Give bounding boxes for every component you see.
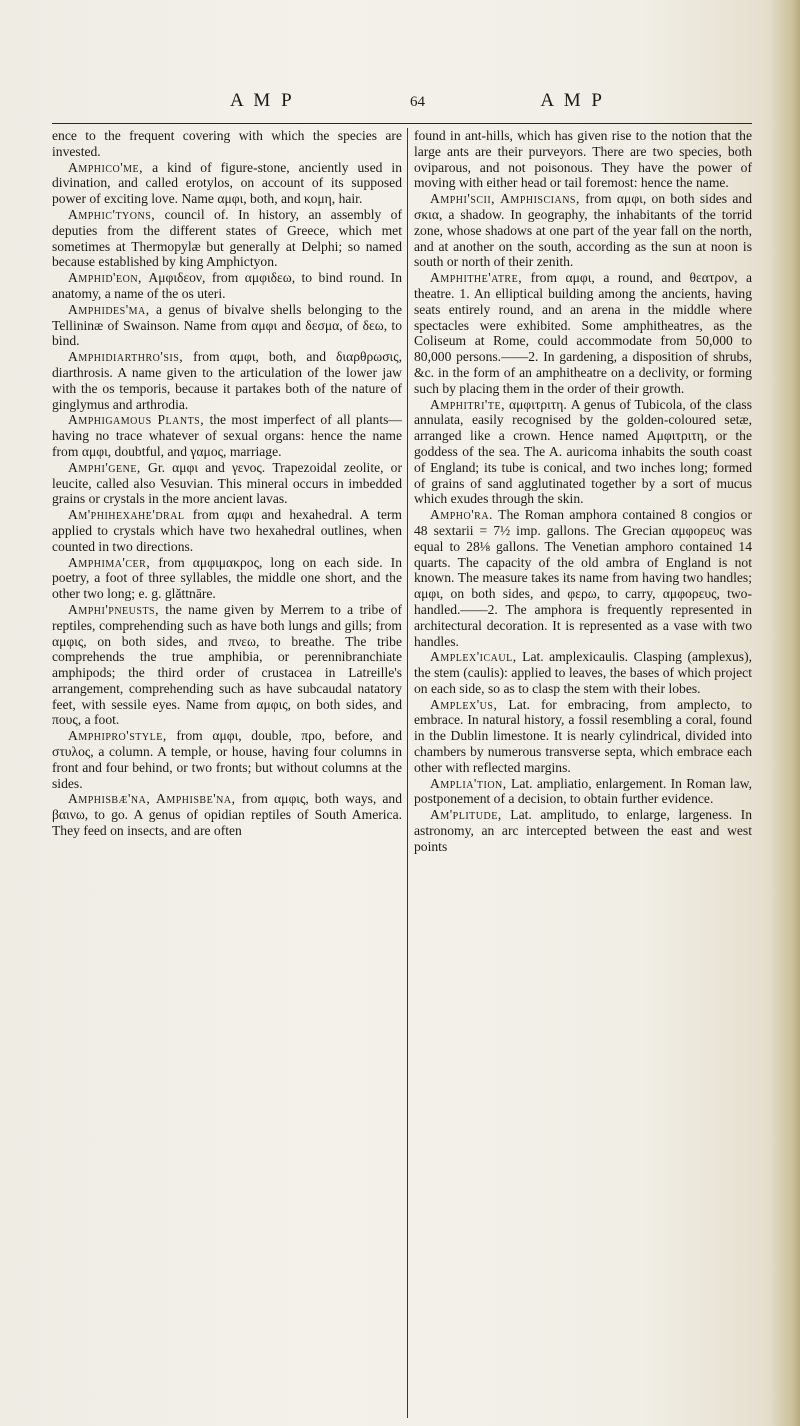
dictionary-entry <box>414 397 752 508</box>
entry-text: The Roman amphora contained 8 congios or 48 sextarii = 7½ imp. gallons. The Grecian αμφορευς was equal to 28⅛ gallons. The Venetian amphoro contained 14 quarts. The capacity of the old ambra of England is not known. The measure takes its name from having two handles; αμφι, on both sides, and φερω, to carry, αμφορευς, two-handled.——2. The amphora is frequently represented in architectural decoration. It is represented as a vase with two handles. <box>414 507 752 649</box>
entry-text: from αμφιμακρος, long on each side. In poetry, a foot of three syllables, the middle one short, and the other two long; e. g. glăttnāre. <box>52 554 402 602</box>
entry-text: Αμφιδεον, from αμφιδεω, to bind round. In anatomy, a name of the os uteri. <box>52 270 402 301</box>
entry-headword: Am'phihexahe'dral <box>68 507 185 523</box>
running-head <box>230 90 605 120</box>
dictionary-entry <box>414 697 752 776</box>
entry-text: Lat. for embracing, from amplecto, to embrace. In natural history, a fossil resembling a coral, found in the Dublin limestone. It is nearly cylindrical, divided into chambers by numerous transverse septa, which embrace each other with reflected margins. <box>414 696 753 775</box>
entry-headword: Amphi'pneusts, <box>68 601 160 617</box>
entry-headword: Amphitri'te, <box>430 396 505 412</box>
dictionary-entry <box>52 602 402 728</box>
entry-text: the most imperfect of all plants—having no trace whatever of sexual organs: hence the name from αμφι, doubtful, and γαμος, marriage. <box>52 412 402 459</box>
entry-text: ence to the frequent covering with which the species are invested. <box>52 128 402 159</box>
dictionary-entry <box>414 128 752 191</box>
entry-text: Lat. ampliatio, enlargement. In Roman law, postponement of a decision, to obtain further evidence. <box>414 775 753 807</box>
entry-text: a kind of figure-stone, anciently used in divination, and called erotylos, on account of its supposed power of exciting love. Name αμφι, both, and κομη, hair. <box>52 159 402 207</box>
page-edge-stain <box>770 0 800 1426</box>
entry-text: from αμφι, both, and διαρθρωσις, diarthrosis. A name given to the articulation of the lower jaw with the os temporis, because it partakes both of the nature of ginglymus and arthrodia. <box>52 349 402 412</box>
entry-headword: Amphi'scii, Amphiscians, <box>430 191 580 207</box>
entry-headword: Am'plitude, <box>430 807 502 823</box>
entry-headword: Amphima'cer, <box>68 554 151 570</box>
entry-text: Lat. amplitudo, to enlarge, largeness. In astronomy, an arc intercepted between the east and west points <box>414 807 752 854</box>
entry-text: from αμφις, both ways, and βαινω, to go. A genus of opidian reptiles of South America. They feed on insects, and are often <box>52 791 403 839</box>
dictionary-entry <box>52 302 402 349</box>
dictionary-entry <box>52 555 402 602</box>
dictionary-entry <box>52 412 402 459</box>
dictionary-entry <box>414 507 752 649</box>
entry-headword: Amplex'us, <box>430 696 498 712</box>
header-rule <box>52 123 752 124</box>
entry-text: council of. In history, an assembly of deputies from the different states of Greece, which met sometimes at Thermopylæ but generally at Delphi; so named because established by king Amphictyon. <box>52 206 402 270</box>
dictionary-entry <box>414 649 752 696</box>
entry-headword: Amphico'me, <box>68 159 144 175</box>
dictionary-entry <box>52 270 402 302</box>
entry-text: a genus of bivalve shells belonging to the Tellininæ of Swainson. Name from αμφι and δεσμα, of δεω, to bind. <box>52 301 402 349</box>
entry-headword: Amphigamous Plants, <box>68 412 205 428</box>
entry-headword: Amphipro'style, <box>68 728 167 744</box>
entry-headword: Amphidiarthro'sis, <box>68 349 184 365</box>
running-head-right: A M P <box>540 90 605 111</box>
dictionary-entry <box>52 507 402 554</box>
dictionary-entry <box>52 728 402 791</box>
entry-headword: Amphithe'atre, <box>430 270 523 286</box>
dictionary-entry <box>52 349 402 412</box>
entry-headword: Amphides'ma, <box>68 301 150 317</box>
entry-text: αμφιτριτη. A genus of Tubicola, of the class annulata, easily recognised by the golden-coloured setæ, arranged like a crown. Hence named Αμφιτριτη, or the goddess of the sea. The A. auricoma inhabits the south coast of England; its tube is conical, and two inches long; formed of grains of sand agglutinated together by a sort of mucus which exudes through the skin. <box>414 396 752 507</box>
right-column <box>414 128 752 855</box>
dictionary-entry <box>414 270 752 396</box>
entry-text: from αμφι and hexahedral. A term applied to crystals which have two hexahedral outlines, when counted in two directions. <box>52 507 402 554</box>
entry-text: the name given by Merrem to a tribe of reptiles, comprehending such as have both lungs and gills; from αμφις, on both sides, and πνεω, to breathe. The tribe comprehends the true amphibia, or perennibranchiate amphipods; the third order of crustacea in Latreille's arrangement, comprehending such as have subcaudal natatory feet, with sessile eyes. Name from αμφις, on both sides, and πους, a foot. <box>52 601 402 728</box>
left-column <box>52 128 402 839</box>
page-number: 64 <box>410 94 425 110</box>
column-divider <box>407 128 408 1418</box>
entry-headword: Amphid'eon, <box>68 270 142 286</box>
dictionary-entry <box>52 160 402 207</box>
entry-text: Gr. αμφι and γενος. Trapezoidal zeolite, or leucite, called also Vesuvian. This mineral occurs in imbedded grains or crystals in the more ancient lavas. <box>52 459 402 507</box>
entry-headword: Amphi'gene, <box>68 459 141 475</box>
entry-text: from αμφι, on both sides and σκια, a shadow. In geography, the inhabitants of the torrid zone, whose shadows at one part of the year fall on the north, and at another on the south, according as the sun at noon is south or north of their zenith. <box>414 191 752 270</box>
dictionary-entry <box>414 191 752 270</box>
dictionary-entry <box>52 791 402 838</box>
entry-headword: Amplia'tion, <box>430 775 507 791</box>
dictionary-entry <box>52 207 402 270</box>
entry-headword: Amphic'tyons, <box>68 206 156 222</box>
entry-text: found in ant-hills, which has given rise to the notion that the large ants are their purveyors. There are two species, both oviparous, and not poisonous. They have the power of moving with either head or tail foremost: hence the name. <box>414 128 752 191</box>
dictionary-entry <box>414 776 752 808</box>
dictionary-entry <box>414 807 752 854</box>
dictionary-entry <box>52 128 402 160</box>
entry-headword: Amplex'icaul, <box>430 649 517 665</box>
entry-text: from αμφι, double, προ, before, and στυλος, a column. A temple, or house, having four columns in front and four behind, or two fronts; but without columns at the sides. <box>52 728 402 791</box>
dictionary-entry <box>52 460 402 507</box>
running-head-left: A M P <box>230 90 295 111</box>
entry-text: Lat. amplexicaulis. Clasping (amplexus), the stem (caulis): applied to leaves, the bases of which project on each side, so as to clasp the stem with their lobes. <box>414 649 752 696</box>
entry-headword: Ampho'ra. <box>430 507 493 523</box>
entry-headword: Amphisbæ'na, Amphisbe'na, <box>68 791 236 807</box>
entry-text: from αμφι, a round, and θεατρον, a theatre. 1. An elliptical building among the ancients, having seats entirely round, and an arena in the middle where spectacles were exhibited. Some amphitheatres, as the Coliseum at Rome, could accommodate from 50,000 to 80,000 persons.——2. In gardening, a disposition of shrubs, &c. in the form of an amphitheatre on a declivity, or forming such by placing them in the order of their growth. <box>414 270 752 396</box>
